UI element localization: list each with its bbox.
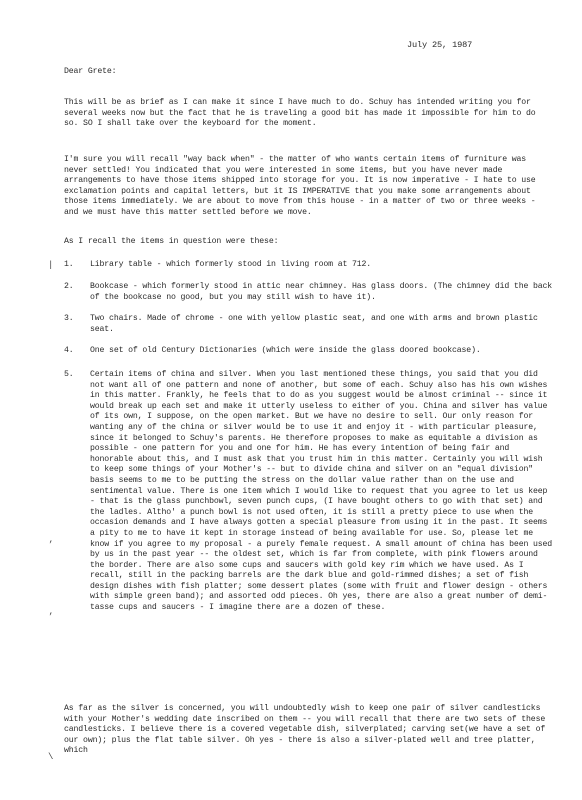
letter-date: July 25, 1987 <box>407 40 473 50</box>
item-number: 1. <box>64 260 74 269</box>
paragraph-text: I'm sure you will recall "way back when" - the matter of who wants certain items of furniture was never settled! You indicated that you were interested in some items, but you have never made arrangements to have those items shipped into storage for you. It is now imperative - I hate to use exclamation points and capital letters, but it IS IMPERATIVE that you make some arrangements about those items immediately. We are about to move from this house - in a matter of two or three weeks - and we must have this matter settled before we move. <box>64 155 536 217</box>
paragraph-text: As far as the silver is concerned, you will undoubtedly wish to keep one pair of silver candlesticks with your Mother's wedding date inscribed on them -- you will recall that there are two sets of these candlesticks. I believe there is a covered vegetable dish, silverplated; carving set(we have a set of our own); plus the flat table silver. Oh yes - there is also a silver-plated well and tree platter, which <box>64 704 546 756</box>
paragraph-items-intro <box>64 237 554 248</box>
item-text: One set of old Century Dictionaries (which were inside the glass doored bookcase). <box>90 346 481 355</box>
paragraph-text: This will be as brief as I can make it since I have much to do. Schuy has intended writing you for several weeks now but the fact that he is traveling a good bit has made it impossible for him to do so. SO I shall take over the keyboard for the moment. <box>64 98 536 129</box>
list-item <box>64 370 554 614</box>
margin-pencil-mark: ’ <box>48 612 54 622</box>
list-item <box>64 346 554 357</box>
paragraph-silver <box>64 704 554 757</box>
item-number: 2. <box>64 282 74 291</box>
margin-pencil-mark: | <box>48 260 54 270</box>
paragraph-intro <box>64 98 554 130</box>
item-number: 3. <box>64 314 74 323</box>
item-number: 5. <box>64 370 74 379</box>
salutation: Dear Grete: <box>64 67 117 76</box>
paragraph-text: As I recall the items in question were these: <box>64 237 279 246</box>
item-text: Library table - which formerly stood in living room at 712. <box>90 260 372 269</box>
item-text: Two chairs. Made of chrome - one with yellow plastic seat, and one with arms and brown plastic seat. <box>90 314 538 334</box>
margin-pencil-mark: \ <box>48 752 54 762</box>
margin-pencil-mark: ’ <box>48 540 54 550</box>
list-item <box>64 260 554 271</box>
list-item <box>64 314 554 335</box>
paragraph-furniture <box>64 155 554 219</box>
item-number: 4. <box>64 346 74 355</box>
list-item <box>64 282 554 303</box>
item-text: Bookcase - which formerly stood in attic near chimney. Has glass doors. (The chimney did the back of the bookcase no good, but you may still wish to have it). <box>90 282 553 302</box>
item-text: Certain items of china and silver. When you last mentioned these things, you said that you did not want all of one pattern and none of another, but some of each. Schuy also has his own wishes in this matter. Frankly, he feels that to do as you suggest would be almost criminal -- since it would break up each set and make it utterly useless to either of you. China and silver has value of its own, I suppose, on the open market. But we have no desire to sell. Our only reason for wanting any of the china or silver would be to use it and enjoy it - with particular pleasure, since it belonged to Schuy's parents. He therefore proposes to make as equitable a division as possible - one pattern for you and one for him. He has every intention of being fair and honorable about this, and I must ask that you trust him in this matter. Certainly you will wish to keep some things of your Mother's -- but to divide china and silver on an "equal division" basis seems to me to be putting the stress on the dollar value rather than on the use and sentimental value. There is one item which I would like to request that you agree to let us keep - that is the glass punchbowl, seven punch cups, (I have bought others to go with that set) and the ladles. Altho' a punch bowl is not used often, it is still a pretty piece to use when the occasion demands and I have always gotten a special pleasure from using it in the past. It seems a pity to me to have it kept in storage instead of being available for use. So, please let me know if you agree to my proposal - a purely female request. A small amount of china has been used by us in the past year -- the oldest set, which is far from complete, with pink flowers around the border. There are also some cups and saucers with gold key rim which we have used. As I recall, still in the packing barrels are the dark blue and gold-rimmed dishes; a set of fish design dishes with fish platter; some dessert plates (some with fruit and flower design - others with simple green band); and assorted odd pieces. Oh yes, there are also a great number of demi-tasse cups and saucers - I imagine there are a dozen of these. <box>90 370 553 613</box>
